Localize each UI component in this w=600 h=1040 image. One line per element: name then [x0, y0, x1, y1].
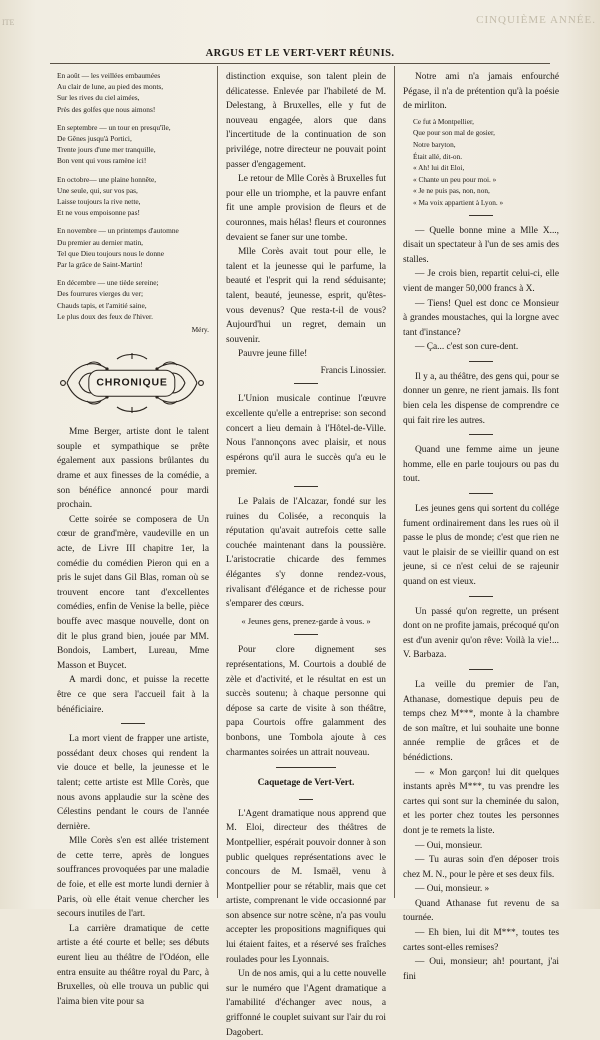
poem-line: Au clair de lune, au pied des monts, [57, 82, 164, 92]
poem-stanza [57, 70, 209, 115]
song-line: Ce fut à Montpellier, [413, 116, 474, 126]
right-page-bleed: CINQUIÈME ANNÉE. [476, 14, 596, 26]
song-line: « Ma voix appartient à Lyon. » [413, 197, 504, 207]
paragraph: L'Agent dramatique nous apprend que M. Eloi, directeur des théâtres de Montpellier, espérait pouvoir donner à son public quelques représentations avec le concours de M. Ismaël, venu à Montpellier pour se rétablir, mais que cet artiste, comprenant le vide occasionné par son absence sur notre scène, n'a pas voulu accepter les propositions magnifiques qui lui étaient faites, et a réservé ses fraîches roulades pour les Lyonnais. [226, 808, 386, 965]
poem-line: Chauds tapis, et l'amitié saine, [57, 300, 147, 310]
left-page-bleed: ITE [2, 18, 15, 27]
poem-line: Trente jours d'une mer tranquille, [57, 145, 156, 155]
paragraph: Les jeunes gens qui sortent du collége fument ordinairement dans les rues où il passe le plus de monde; c'est que rien ne vaut le plaisir de se vieillir quand on est jeune, si ce n'est celui de se rajeunir quand on est vieux. [403, 504, 559, 587]
column-rule-1 [217, 66, 218, 898]
header-rule [50, 63, 550, 64]
paragraph: A mardi donc, et puisse la recette être ce que sera l'accueil fait à la bénéficiaire. [57, 675, 209, 715]
paragraph: Quand une femme aime un jeune homme, elle en parle toujours ou pas du tout. [403, 445, 559, 485]
song-line: « Je ne puis pas, non, non, [413, 186, 490, 196]
poem-line: Sur les rives du ciel aimées, [57, 93, 140, 103]
paragraph: La mort vient de frapper une artiste, possédant deux choses qui rendent la vie douce et belle, la jeunesse et le talent; cette artiste est Mlle Corès, que nous avons applaudie sur la scène des Célestins pendant le cours de l'année dernière. [57, 734, 209, 832]
separator-rule [469, 215, 493, 216]
separator-rule [294, 486, 318, 487]
paragraph: Un passé qu'on regrette, un présent dont on ne profite jamais, précoqué qu'on est d'un avenir qu'on rêve: Voilà la vie!... V. Barbaza. [403, 606, 559, 661]
paragraph: — Oui, monsieur. [415, 840, 483, 851]
separator-rule [469, 361, 493, 362]
poem [57, 70, 209, 335]
separator-rule [294, 383, 318, 384]
column-rule-2 [394, 66, 395, 898]
paragraph: Mme Berger, artiste dont le talent souple et sympathique se prête également aux passions brûlantes du drame et aux finesses de la comédie, a son bénéfice annoncé pour mardi prochain. [57, 427, 209, 511]
paragraph: — Ça... c'est son cure-dent. [415, 342, 519, 353]
paragraph: Quand Athanase fut revenu de sa tournée. [403, 898, 559, 924]
poem-line: En août — les veillées embaumées [57, 71, 161, 80]
paragraph: — Je crois bien, repartit celui-ci, elle vient de manger 50,000 francs à X. [403, 269, 559, 294]
article-signature: Francis Linossier. [320, 364, 386, 375]
song-line: « Ah! lui dit Eloi, [413, 163, 465, 173]
poem-line: Près des golfes que nous aimons! [57, 104, 156, 114]
separator-rule [469, 434, 493, 435]
quote: « Jeunes gens, prenez-garde à vous. » [241, 615, 371, 626]
poem-stanza [57, 174, 209, 219]
paragraph: Cette soirée se composera de Un cœur de grand'mère, vaudeville en un acte, de Livre III chapitre 1er, la comédie du comédien Pieron qui en a pris le sujet dans Gil Blas, roman où se trouvent encore tant d'excellentes comédies, enfin de Venise la belle, pièce bouffe avec masque nouvelle, dont on dit le plus grand bien, jouée par MM. Bondois, Lambert, Lureau, Mme Masson et Buycet. [57, 514, 209, 671]
paragraph: — Eh bien, lui dit M***, toutes tes cartes sont-elles remises? [403, 928, 559, 953]
poem-stanza [57, 122, 209, 167]
poem-line: En septembre — un tour en presqu'île, [57, 122, 171, 132]
poem-stanza [57, 277, 209, 322]
separator-rule [299, 799, 313, 800]
song-line: Était allé, dit-on. [413, 151, 463, 161]
chronique-title: CHRONIQUE [88, 370, 175, 397]
poem-line: Des fourrures vierges du ver; [57, 289, 144, 299]
song-line: Que pour son mal de gosier, [413, 128, 495, 138]
paragraph: Le retour de Mlle Corès à Bruxelles fut pour elle un triomphe, et la pauvre enfant fit une ample provision de fleurs et de couronnes, mais hélas! fleurs et couronnes devaient se faner sur une tombe. [226, 174, 386, 243]
paragraph: L'Union musicale continue l'œuvre excellente qu'elle a entreprise: son second concert a lieu demain à l'Hôtel-de-Ville. Nous l'annonçons avec plaisir, et nous espérons qu'il aura le succès qu'a eu le premier. [226, 394, 386, 478]
poem-signature: Méry. [191, 325, 209, 335]
separator-rule [294, 634, 318, 635]
poem-line: En novembre — un printemps d'automne [57, 226, 179, 236]
poem-line: En octobre— une plaine honnête, [57, 174, 157, 184]
separator-rule [276, 767, 336, 768]
poem-stanza [57, 225, 209, 270]
poem-line: Bon vent qui vous ramène ici! [57, 156, 147, 166]
song-line: « Chante un peu pour moi. » [413, 174, 497, 184]
poem-line: Par la grâce de Saint-Martin! [57, 260, 143, 270]
paragraph: Pour clore dignement ses représentations, M. Courtois a doublé de zèle et d'activité, et le résultat en est un succès soutenu; à chaque personne qui dépose sa carte de visite à son théâtre, papa Courtois offre galamment des bonbons, une Tombola ajoute à ces charmantes soirées un attrait nouveau. [226, 645, 386, 758]
paragraph: — Oui, monsieur. » [415, 884, 490, 895]
separator-rule [121, 723, 145, 724]
poem-line: Tel que Dieu toujours nous le donne [57, 248, 165, 258]
separator-rule [469, 596, 493, 597]
poem-line: Laisse toujours la rive nette, [57, 197, 141, 207]
paragraph: Il y a, au théâtre, des gens qui, pour se donner un genre, ne rient jamais. Ils font bien cela les dispense de comprendre ce qui fait rire les autres. [403, 371, 559, 426]
paragraph: distinction exquise, son talent plein de délicatesse. Enlevée par l'habileté de M. Delestang, à Bruxelles, elle y fut de nouveau engagée, alors que dans l'incertitude de la continuation de son privilége, notre directeur ne pouvait point passer d'engagement. [226, 72, 386, 170]
paragraph: — Quelle bonne mine a Mlle X..., disait un spectateur à l'un de ses amis des stalles. [403, 225, 559, 265]
poem-line: Et ne vous empoisonne pas! [57, 208, 140, 218]
paragraph: — Tu auras soin d'en déposer trois chez M. N., pour le père et ses deux fils. [403, 855, 559, 880]
paragraph: — « Mon garçon! lui dit quelques instants après M***, tu vas prendre les cartes qui sont sur la cheminée du salon, et les porter chez toutes les personnes dont je te remets la liste. [403, 767, 559, 836]
paragraph: Pauvre jeune fille! [238, 349, 308, 360]
poem-line: Une seule, qui, sur vos pas, [57, 185, 138, 195]
chronique-ornament [57, 351, 207, 415]
column-2 [226, 70, 386, 1040]
paragraph: Un de nos amis, qui a lu cette nouvelle sur le numéro que l'Agent dramatique a l'amabilité d'échanger avec nous, a griffonné le couplet suivant sur l'air du roi Dagobert. [226, 969, 386, 1038]
column-1 [57, 70, 209, 1009]
paragraph: Le Palais de l'Alcazar, fondé sur les ruines du Colisée, a reconquis la réputation qu'avait autrefois cette salle couchée maintenant dans la poussière. L'aristocratie chicarde des femmes élégantes s'y donne rendez-vous, rivalisant d'élégance et de richesse pour s'emparer des cœurs. [226, 497, 386, 610]
column-3 [403, 70, 559, 984]
separator-rule [469, 669, 493, 670]
section-heading: Caquetage de Vert-Vert. [257, 778, 355, 789]
poem-line: Le plus doux des feux de l'hiver. [57, 311, 153, 321]
paragraph: La veille du premier de l'an, Athanase, domestique depuis peu de temps chez M***, monte à la chambre de son maître, et lui souhaite une bonne année remplie de grâces et de bénédictions. [403, 679, 559, 763]
poem-line: En décembre — une tiède sereine; [57, 278, 159, 288]
paragraph: — Tiens! Quel est donc ce Monsieur à grandes moustaches, qui la lorgne avec tant d'instance? [403, 298, 559, 338]
paragraph: La carrière dramatique de cette artiste a été courte et belle; ses débuts eurent lieu au théâtre de l'Odéon, elle entra ensuite au théâtre royal du Parc, à Bruxelles, où elle trouva un public qui l'aima bien vite pour sa [57, 923, 209, 1007]
paragraph: — Oui, monsieur; ah! pourtant, j'ai fini [403, 957, 559, 982]
paragraph: Mlle Corès s'en est allée tristement de cette terre, après de longues souffrances provoquées par une maladie de foie, et elle est morte lundi dernier à Paris, où elle était venue chercher les secours inutiles de l'art. [57, 836, 209, 920]
paragraph: Mlle Corès avait tout pour elle, le talent et la jeunesse qui le parfume, la beauté et l'esprit qui la rend séduisante; talent, beauté, jeunesse, esprit, qu'êtes-vous devenus? Que resta-t-il de vous? Aujourd'hui un regret, demain un souvenir. [226, 247, 386, 345]
running-head: ARGUS ET LE VERT-VERT RÉUNIS. [205, 48, 395, 59]
paragraph: Notre ami n'a jamais enfourché Pégase, il n'a de prétention qu'à la poésie de mirliton. [403, 72, 559, 112]
poem-line: De Gênes jusqu'à Portici, [57, 134, 132, 144]
song-line: Notre baryton, [413, 139, 456, 149]
separator-rule [469, 493, 493, 494]
song-couplet [413, 116, 559, 209]
poem-line: Du premier au dernier matin, [57, 237, 143, 247]
